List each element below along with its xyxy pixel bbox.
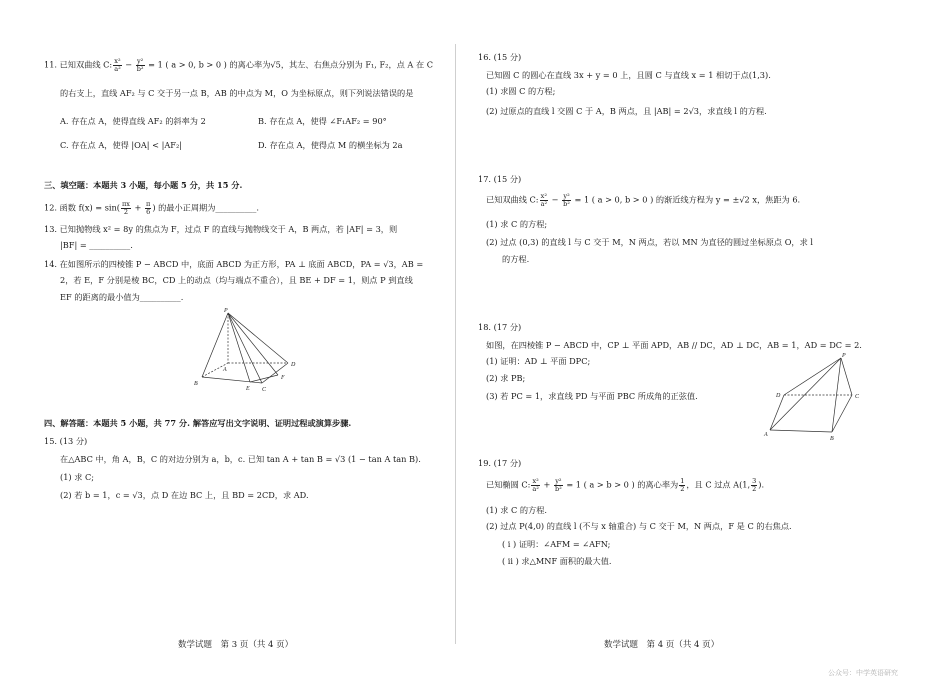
q18-line1: 如图，在四棱锥 P − ABCD 中，CP ⊥ 平面 APD，AB // DC，AD ⊥ DC，AB = 1，AD = DC = 2. <box>486 340 862 350</box>
q19-heading: 19. (17 分) <box>478 458 522 468</box>
q17-frac-y-den: b² <box>563 200 570 208</box>
q19-frac-y-den: b² <box>554 485 562 493</box>
q12-line <box>44 201 259 216</box>
q11-stem-b: = 1 ( a > 0, b > 0 ) 的离心率为√5，其左、右焦点分别为 F₁, F₂，点 A 在 C <box>145 59 434 70</box>
q14-line1: 14. 在如图所示的四棱锥 P − ABCD 中，底面 ABCD 为正方形，PA ⊥ 底面 ABCD，PA = √3，AB = <box>44 259 424 269</box>
q14-pyramid-figure <box>190 305 300 393</box>
q18-heading: 18. (17 分) <box>478 322 522 332</box>
q11-line1 <box>44 58 433 73</box>
page-4 <box>456 0 950 688</box>
q17-line1 <box>486 193 800 208</box>
q11-frac-x-den: a² <box>114 65 121 73</box>
q14-line3: EF 的距离的最小值为__________. <box>60 292 184 302</box>
q12-a: 12. 函数 f(x) = sin( <box>44 202 120 213</box>
q17-frac-x-num: x² <box>540 192 547 200</box>
q17-a: 已知双曲线 C: <box>486 194 539 205</box>
q15-line2: (1) 求 C; <box>60 472 95 482</box>
q19-a: 已知椭圆 C: <box>486 479 531 490</box>
q17-frac-x-den: a² <box>540 200 548 208</box>
q19-frac-y-num: y² <box>555 477 562 485</box>
q19-c: ，且 C 过点 A(1, <box>686 479 751 490</box>
fig14-label-c: C <box>262 387 267 393</box>
q19-b: = 1 ( a > b > 0 ) 的离心率为 <box>563 479 679 490</box>
q11-frac-x <box>113 58 121 73</box>
q19-frac-y <box>554 478 563 493</box>
page-4-footer: 数学试题 第 4 页（共 4 页） <box>604 640 720 650</box>
fig14-label-a: A <box>223 367 227 373</box>
q17-frac-y <box>562 193 571 208</box>
q19-frac-e-num: 1 <box>680 477 685 485</box>
q19-d: ). <box>758 479 765 490</box>
q19-line2: (1) 求 C 的方程. <box>486 505 548 515</box>
q16-line1: 已知圆 C 的圆心在直线 3x + y = 0 上，且圆 C 与直线 x = 1 相切于点(1,3). <box>486 70 771 80</box>
page-3-footer: 数学试题 第 3 页（共 4 页） <box>178 640 294 650</box>
q17-minus: − <box>549 194 562 205</box>
section-4-heading: 四、解答题：本题共 5 小题，共 77 分. 解答应写出文字说明、证明过程或演算步骤. <box>44 418 352 428</box>
q11-frac-y-den: b² <box>136 65 144 73</box>
q16-line3: (2) 过原点的直线 l 交圆 C 于 A，B 两点，且 |AB| = 2√3，求直线 l 的方程. <box>486 106 767 116</box>
q16-line2: (1) 求圆 C 的方程; <box>486 86 556 96</box>
q12-frac-2 <box>145 201 151 216</box>
q17-line2: (1) 求 C 的方程; <box>486 219 548 229</box>
q19-plus: + <box>540 479 553 490</box>
q19-frac-x <box>531 478 539 493</box>
fig14-label-f: F <box>281 375 285 381</box>
q11-stem-a: 11. 已知双曲线 C: <box>44 59 113 70</box>
fig18-label-a: A <box>764 432 768 438</box>
q17-line3: (2) 过点 (0,3) 的直线 l 与 C 交于 M，N 两点，若以 MN 为直径的圆过坐标原点 O，求 l <box>486 237 814 247</box>
q11-option-d: D. 存在点 A，使得点 M 的横坐标为 2a <box>258 140 403 150</box>
fig14-label-p: P <box>224 308 228 314</box>
q12-frac-2-num: π <box>146 200 151 208</box>
q11-frac-x-num: x² <box>114 57 121 65</box>
q11-option-c: C. 存在点 A，使得 |OA| < |AF₂| <box>60 140 183 150</box>
q11-minus: − <box>122 59 135 70</box>
fig14-label-e: E <box>246 386 250 392</box>
q14-line2: 2，若 E，F 分别是棱 BC，CD 上的动点（均与端点不重合），且 BE + DF = 1，则点 P 到直线 <box>60 275 413 285</box>
q19-line5: ( ⅱ ) 求△MNF 面积的最大值. <box>502 556 612 566</box>
watermark: 公众号：中学英语研究 <box>828 669 898 677</box>
q12-frac-1-num: πx <box>122 200 130 208</box>
q18-line4: (3) 若 PC = 1，求直线 PD 与平面 PBC 所成角的正弦值. <box>486 391 698 401</box>
q19-frac-x-num: x² <box>532 477 539 485</box>
q11-option-b: B. 存在点 A，使得 ∠F₁AF₂ = 90° <box>258 116 387 126</box>
q17-frac-x <box>540 193 548 208</box>
q15-line1: 在△ABC 中，角 A，B，C 的对边分别为 a，b，c. 已知 tan A + tan B = √3 (1 − tan A tan B). <box>60 454 421 464</box>
fig18-label-c: C <box>855 394 860 400</box>
fig14-label-b: B <box>194 381 198 387</box>
q15-line3: (2) 若 b = 1，c = √3，点 D 在边 BC 上，且 BD = 2CD，求 AD. <box>60 490 309 500</box>
q19-frac-p-den: 2 <box>752 485 757 493</box>
q19-frac-e-den: 2 <box>680 485 685 493</box>
fig18-label-b: B <box>830 436 834 442</box>
q19-frac-e <box>679 478 685 493</box>
q17-line4: 的方程. <box>502 254 530 264</box>
q13-line2: |BF| = __________. <box>60 240 133 250</box>
fig18-label-d: D <box>776 393 781 399</box>
q16-heading: 16. (15 分) <box>478 52 522 62</box>
q18-line2: (1) 证明：AD ⊥ 平面 DPC; <box>486 356 591 366</box>
q17-b: = 1 ( a > 0, b > 0 ) 的渐近线方程为 y = ±√2 x，焦距为 6. <box>571 194 801 205</box>
q11-frac-y <box>136 58 145 73</box>
q11-line2: 的右支上，直线 AF₂ 与 C 交于另一点 B，AB 的中点为 M，O 为坐标原点，则下列说法错误的是 <box>60 88 414 98</box>
q17-heading: 17. (15 分) <box>478 174 522 184</box>
section-3-heading: 三、填空题：本题共 3 小题，每小题 5 分，共 15 分. <box>44 180 243 190</box>
q13-line1: 13. 已知抛物线 x² = 8y 的焦点为 F，过点 F 的直线与抛物线交于 A，B 两点，若 |AF| = 3，则 <box>44 224 398 234</box>
page-3 <box>0 0 455 688</box>
q19-frac-p <box>751 478 757 493</box>
q19-line4: ( ⅰ ) 证明：∠AFM = ∠AFN; <box>502 539 611 549</box>
q19-frac-p-num: 3 <box>752 477 757 485</box>
q12-b: ) 的最小正周期为__________. <box>152 202 259 213</box>
q12-plus: + <box>131 202 145 213</box>
q12-frac-2-den: 6 <box>146 208 151 216</box>
q19-line1 <box>486 478 764 493</box>
fig14-label-d: D <box>291 362 296 368</box>
fig18-label-p: P <box>842 353 846 359</box>
q15-heading: 15. (13 分) <box>44 436 88 446</box>
q12-frac-1 <box>121 201 131 216</box>
q12-frac-1-den: 2 <box>123 208 129 216</box>
q17-frac-y-num: y² <box>563 192 570 200</box>
q19-line3: (2) 过点 P(4,0) 的直线 l (不与 x 轴重合) 与 C 交于 M，N 两点，F 是 C 的右焦点. <box>486 521 792 531</box>
q11-option-a: A. 存在点 A，使得直线 AF₂ 的斜率为 2 <box>60 116 206 126</box>
q19-frac-x-den: a² <box>532 485 539 493</box>
q11-frac-y-num: y² <box>137 57 144 65</box>
q18-pyramid-figure <box>756 350 866 442</box>
q18-line3: (2) 求 PB; <box>486 373 526 383</box>
